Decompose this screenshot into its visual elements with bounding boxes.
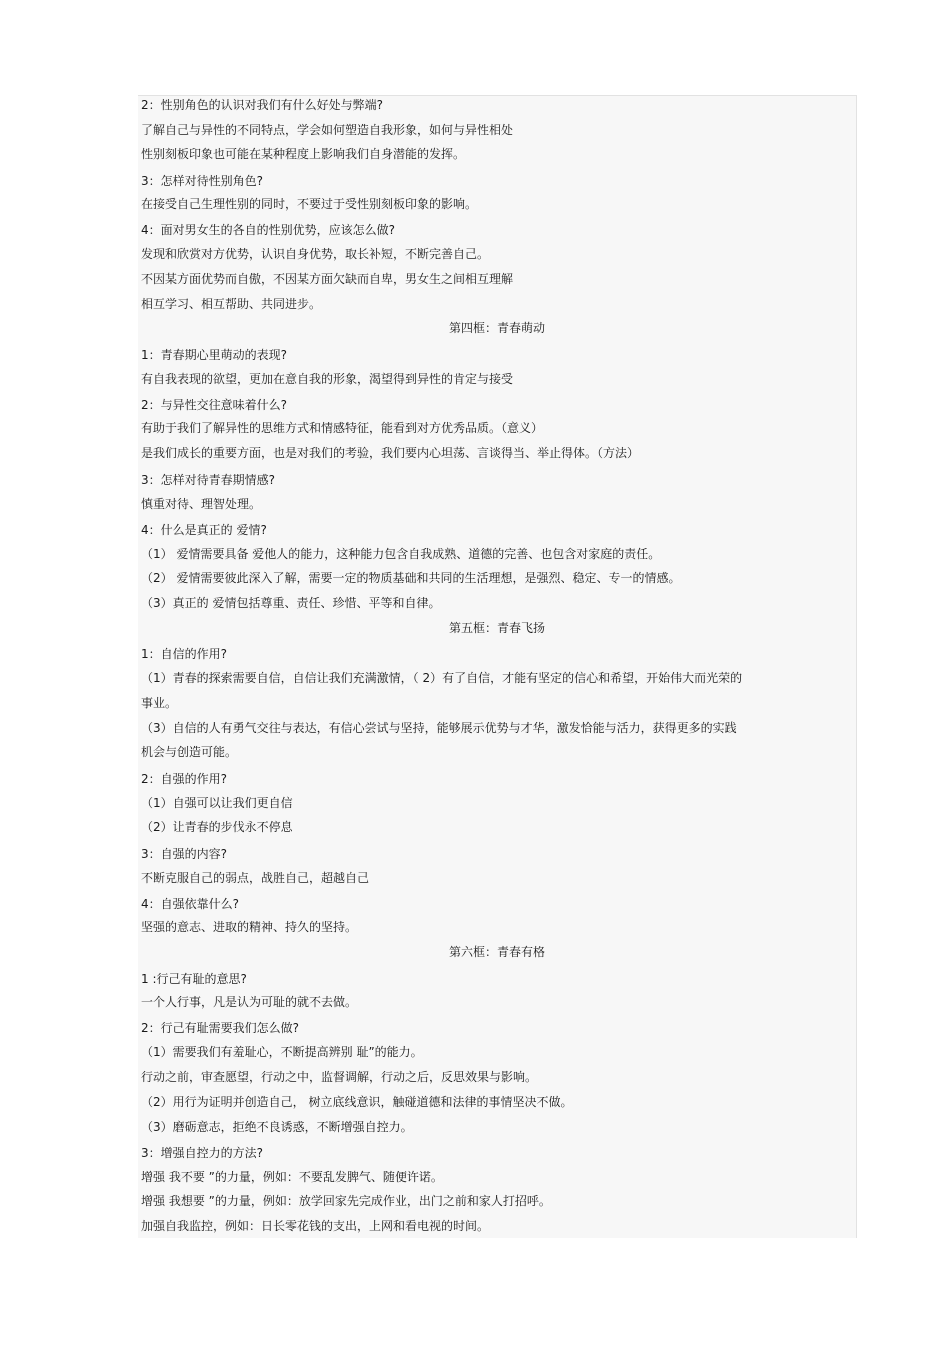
answer-line: 了解自己与异性的不同特点，学会如何塑造自我形象，如何与异性相处 (141, 123, 514, 137)
question-line: 4：面对男女生的各自的性别优势，应该怎么做? (141, 223, 396, 237)
answer-line: （1）需要我们有羞耻心，不断提高辨别 耻”的能力。 (141, 1045, 423, 1059)
question-line: 2：行己有耻需要我们怎么做? (141, 1021, 300, 1035)
section-heading: 第四框：青春萌动 (448, 321, 545, 335)
answer-line: （3）自信的人有勇气交往与表达，有信心尝试与坚持，能够展示优势与才华，激发恰能与活力，获得更多的实践 (141, 721, 737, 735)
question-line: 1 :行己有耻的意思? (141, 972, 247, 986)
question-line: 4：自强依靠什么? (141, 897, 240, 911)
answer-line: （2）让青春的步伐永不停息 (141, 820, 293, 834)
answer-line: （1）青春的探索需要自信，自信让我们充满激情，（ 2）有了自信，才能有坚定的信心和希望，开始伟大而光荣的 (141, 671, 743, 685)
answer-line: （2）用行为证明并创造自己， 树立底线意识，触碰道德和法律的事情坚决不做。 (141, 1095, 573, 1109)
answer-line: 发现和欣赏对方优势，认识自身优势，取长补短，不断完善自己。 (141, 247, 490, 261)
question-line: 3：怎样对待性别角色? (141, 174, 264, 188)
question-line: 2：与异性交往意味着什么? (141, 398, 288, 412)
answer-line: 坚强的意志、进取的精神、持久的坚持。 (141, 920, 358, 934)
answer-line: 是我们成长的重要方面，也是对我们的考验，我们要内心坦荡、言谈得当、举止得体。（方法） (141, 446, 640, 460)
answer-line: 增强 我不要 ”的力量，例如：不要乱发脾气、随便许诺。 (141, 1170, 443, 1184)
answer-line: （3）磨砺意志，拒绝不良诱惑，不断增强自控力。 (141, 1120, 413, 1134)
answer-line: 增强 我想要 ”的力量，例如：放学回家先完成作业，出门之前和家人打招呼。 (141, 1194, 551, 1208)
question-line: 2：性别角色的认识对我们有什么好处与弊端? (141, 98, 384, 112)
answer-line: 一个人行事，凡是认为可耻的就不去做。 (141, 995, 358, 1009)
question-line: 1：自信的作用? (141, 647, 228, 661)
answer-line: 不断克服自己的弱点，战胜自己，超越自己 (141, 871, 370, 885)
document-page (138, 95, 857, 1238)
answer-line: 性别刻板印象也可能在某种程度上影响我们自身潜能的发挥。 (141, 147, 466, 161)
question-line: 1：青春期心里萌动的表现? (141, 348, 288, 362)
answer-line: 机会与创造可能。 (141, 745, 238, 759)
answer-line: 行动之前，审查愿望，行动之中，监督调解，行动之后，反思效果与影响。 (141, 1070, 538, 1084)
answer-line: 有自我表现的欲望，更加在意自我的形象，渴望得到异性的肯定与接受 (141, 372, 514, 386)
answer-line: 在接受自己生理性别的同时，不要过于受性别刻板印象的影响。 (141, 197, 478, 211)
question-line: 2：自强的作用? (141, 772, 228, 786)
question-line: 3：增强自控力的方法? (141, 1146, 264, 1160)
answer-line: 慎重对待、理智处理。 (141, 497, 262, 511)
question-line: 3：怎样对待青春期情感? (141, 473, 276, 487)
answer-line: 不因某方面优势而自傲，不因某方面欠缺而自卑，男女生之间相互理解 (141, 272, 514, 286)
answer-line: （3）真正的 爱情包括尊重、责任、珍惜、平等和自律。 (141, 596, 441, 610)
answer-line: （1）自强可以让我们更自信 (141, 796, 293, 810)
answer-line: 加强自我监控，例如：日长零花钱的支出，上网和看电视的时间。 (141, 1219, 490, 1233)
question-line: 3：自强的内容? (141, 847, 228, 861)
answer-line: 有助于我们了解异性的思维方式和情感特征，能看到对方优秀品质。（意义） (141, 421, 544, 435)
answer-line: （1） 爱情需要具备 爱他人的能力，这种能力包含自我成熟、道德的完善、也包含对家庭的责任。 (141, 547, 661, 561)
answer-line: 事业。 (141, 696, 178, 710)
question-line: 4：什么是真正的 爱情? (141, 523, 267, 537)
answer-line: 相互学习、相互帮助、共同进步。 (141, 297, 322, 311)
answer-line: （2） 爱情需要彼此深入了解，需要一定的物质基础和共同的生活理想，是强烈、稳定、专一的情感。 (141, 571, 681, 585)
section-heading: 第六框：青春有格 (448, 945, 545, 959)
section-heading: 第五框：青春飞扬 (448, 621, 545, 635)
